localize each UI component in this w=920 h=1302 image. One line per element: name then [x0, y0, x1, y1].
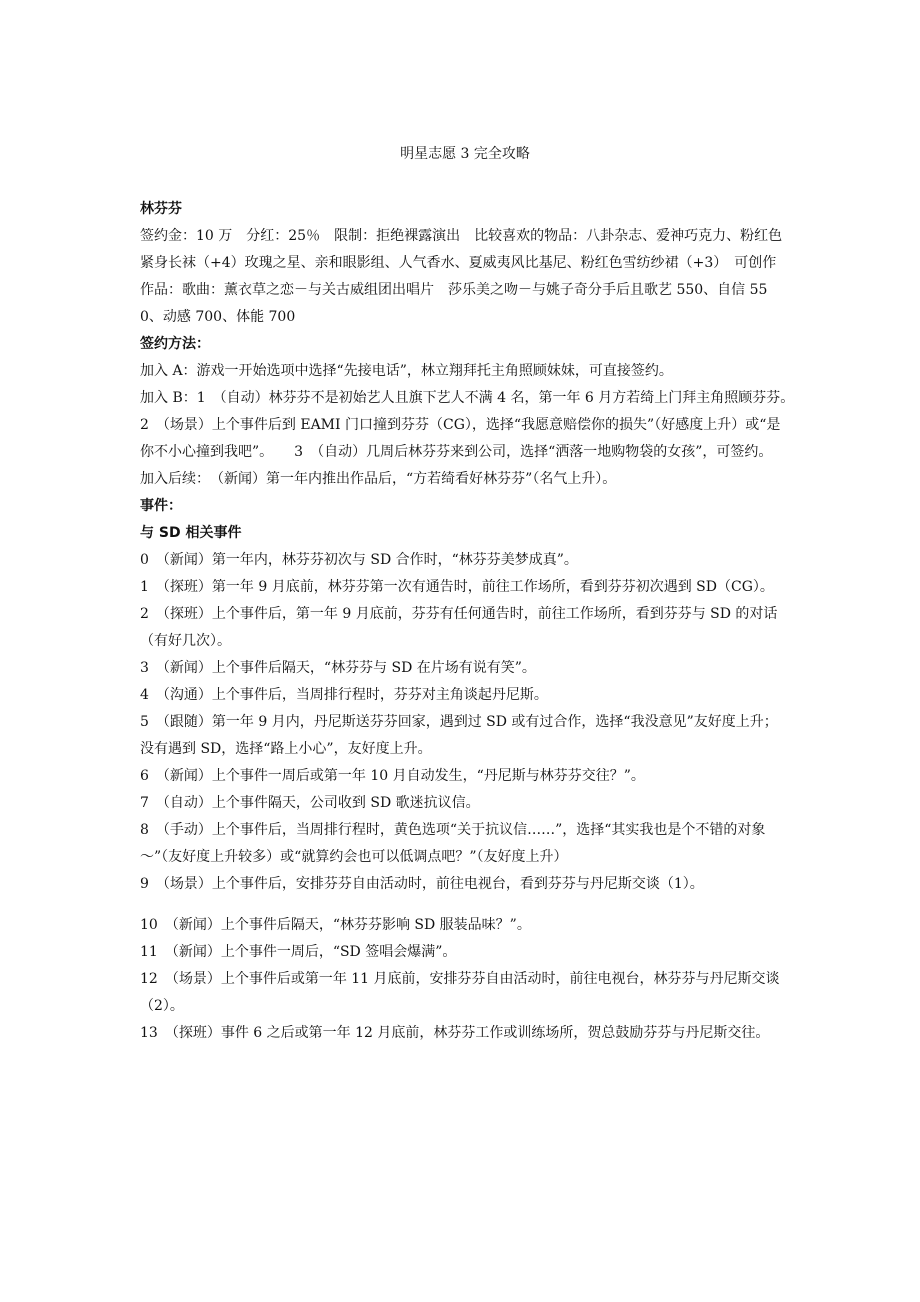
sign-method-b: 加入 B：1 （自动）林芬芬不是初始艺人且旗下艺人不满 4 名，第一年 6 月方若绮上门拜主角照顾芬芬。 2 （场景）上个事件后到 EAMI 门口撞到芬芬（CG），选择“我愿意赔偿你的损失”（好感度上升）或“是你不小心撞到我吧”。 3 （自动）几周后林芬芬来到公司，选择“洒落一地购物袋的女孩”，可签约。 加入后续： （新闻）第一年内推出作品后，“方若绮看好林芬芬”（名气上升）。	[140, 390, 802, 487]
page-title: 明星志愿 3 完全攻略	[400, 146, 530, 162]
events-heading: 事件：	[140, 498, 182, 514]
event-item: 7 （自动）上个事件隔天，公司收到 SD 歌迷抗议信。	[140, 795, 480, 811]
event-item: 1 （探班）第一年 9 月底前，林芬芬第一次有通告时，前往工作场所，看到芬芬初次遇到 SD（CG）。	[140, 579, 774, 595]
event-item: 12 （场景）上个事件后或第一年 11 月底前，安排芬芬自由活动时，前往电视台，林芬芬与丹尼斯交谈（2）。	[140, 971, 780, 1014]
event-item: 4 （沟通）上个事件后，当周排行程时，芬芬对主角谈起丹尼斯。	[140, 687, 548, 703]
event-item: 0 （新闻）第一年内，林芬芬初次与 SD 合作时，“林芬芬美梦成真”。	[140, 552, 578, 568]
event-item: 11 （新闻）上个事件一周后，“SD 签唱会爆满”。	[140, 944, 457, 960]
event-item: 13 （探班）事件 6 之后或第一年 12 月底前，林芬芬工作或训练场所，贺总鼓励芬芬与丹尼斯交往。	[140, 1025, 770, 1041]
artist-intro-paragraph: 签约金：10 万 分红：25％ 限制：拒绝裸露演出 比较喜欢的物品：八卦杂志、爱神巧克力、粉红色紧身长袜（+4）玫瑰之星、亲和眼影组、人气香水、夏威夷风比基尼、粉红色雪纺纱裙（+3） 可创作作品：歌曲：薰衣草之恋－与关古威组团出唱片 莎乐美之吻－与姚子奇分手后且歌艺 550、自信 550、动感 700、体能 700	[140, 228, 783, 325]
event-item: 5 （跟随）第一年 9 月内，丹尼斯送芬芬回家，遇到过 SD 或有过合作，选择“我没意见”友好度上升；没有遇到 SD，选择“路上小心”，友好度上升。	[140, 714, 778, 757]
paragraph-gap	[140, 898, 790, 912]
event-item: 9 （场景）上个事件后，安排芬芬自由活动时，前往电视台，看到芬芬与丹尼斯交谈（1）。	[140, 876, 704, 892]
artist-name-heading: 林芬芬	[140, 201, 182, 217]
event-item: 2 （探班）上个事件后，第一年 9 月底前，芬芬有任何通告时，前往工作场所，看到芬芬与 SD 的对话（有好几次）。	[140, 606, 778, 649]
sign-method-heading: 签约方法：	[140, 336, 210, 352]
sd-events-heading: 与 SD 相关事件	[140, 525, 242, 541]
sign-method-a: 加入 A：游戏一开始选项中选择“先接电话”，林立翔拜托主角照顾妹妹，可直接签约。	[140, 363, 673, 379]
event-item: 8 （手动）上个事件后，当周排行程时，黄色选项“关于抗议信……”，选择“其实我也是个不错的对象～”（友好度上升较多）或“就算约会也可以低调点吧？”（友好度上升）	[140, 822, 766, 865]
document-body	[140, 196, 802, 1047]
event-item: 6 （新闻）上个事件一周后或第一年 10 月自动发生，“丹尼斯与林芬芬交往？”。	[140, 768, 645, 784]
event-item: 3 （新闻）上个事件后隔天，“林芬芬与 SD 在片场有说有笑”。	[140, 660, 536, 676]
event-item: 10 （新闻）上个事件后隔天，“林芬芬影响 SD 服装品味？”。	[140, 917, 531, 933]
